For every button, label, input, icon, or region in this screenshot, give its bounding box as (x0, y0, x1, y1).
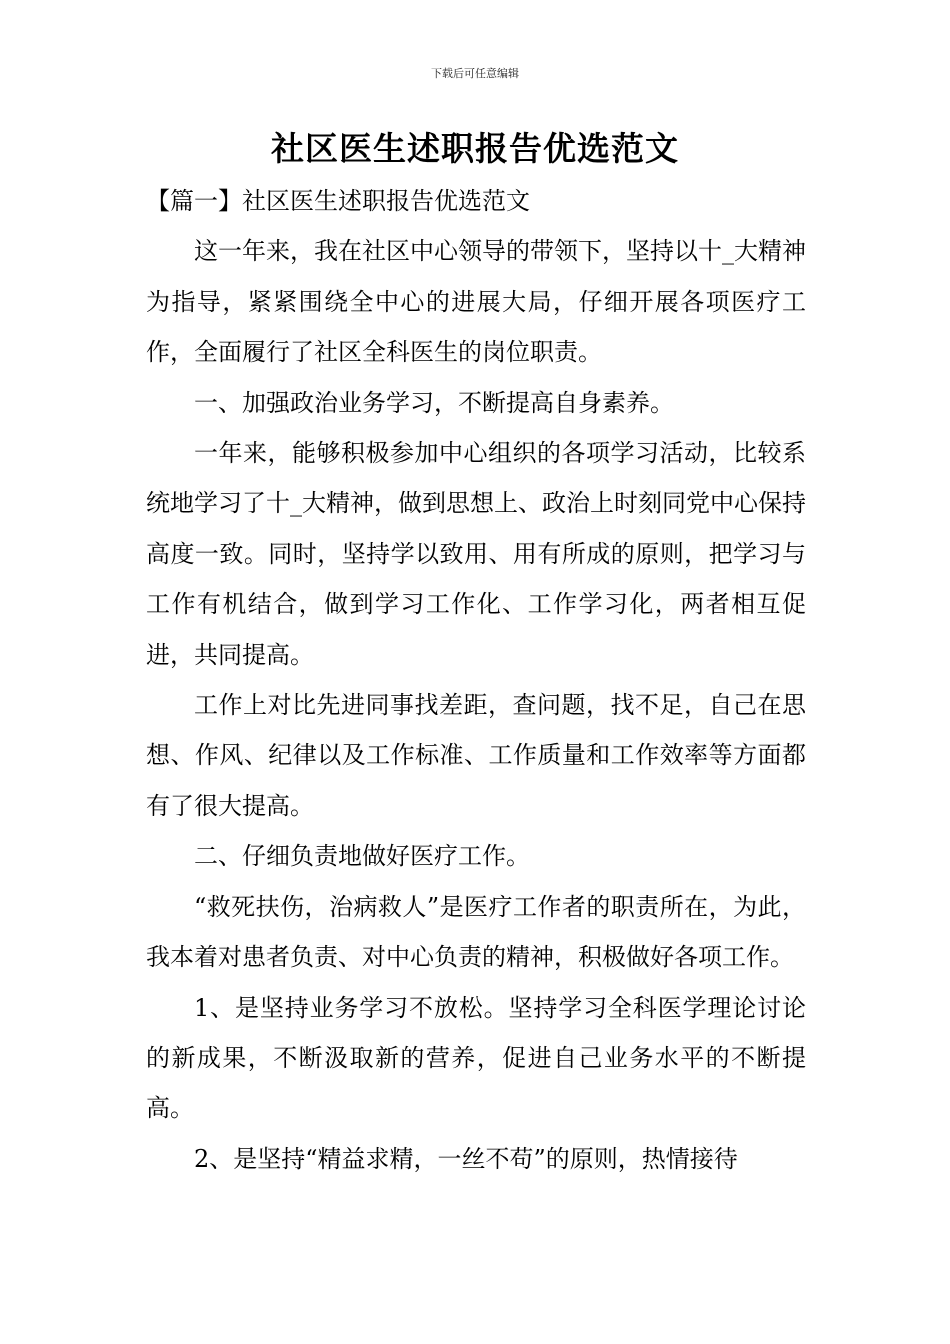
paragraph: 这一年来，我在社区中心领导的带领下，坚持以十_大精神为指导，紧紧围绕全中心的进展大局，仔细开展各项医疗工作，全面履行了社区全科医生的岗位职责。 (146, 237, 806, 367)
paragraph: 一年来，能够积极参加中心组织的各项学习活动，比较系统地学习了十_大精神，做到思想上、政治上时刻同党中心保持高度一致。同时，坚持学以致用、用有所成的原则，把学习与工作有机结合，做到学习工作化、工作学习化，两者相互促进，共同提高。 (146, 439, 806, 669)
document-title: 社区医生述职报告优选范文 (271, 129, 679, 168)
header-note: 下载后可任意编辑 (431, 67, 519, 80)
subheading-1: 一、加强政治业务学习，不断提高自身素养。 (194, 388, 674, 417)
paragraph: 工作上对比先进同事找差距，查问题，找不足，自己在思想、作风、纪律以及工作标准、工作质量和工作效率等方面都有了很大提高。 (146, 691, 806, 820)
paragraph: 1、是坚持业务学习不放松。坚持学习全科医学理论讨论的新成果，不断汲取新的营养，促进自己业务水平的不断提高。 (146, 993, 806, 1123)
subheading-2: 二、仔细负责地做好医疗工作。 (194, 842, 530, 871)
document-body (146, 176, 806, 1184)
paragraph: “救死扶伤，治病救人”是医疗工作者的职责所在，为此，我本着对患者负责、对中心负责的精神，积极做好各项工作。 (146, 892, 806, 972)
section-heading: 【篇一】社区医生述职报告优选范文 (146, 187, 530, 215)
paragraph: 2、是坚持“精益求精，一丝不苟”的原则，热情接待 (194, 1144, 738, 1173)
